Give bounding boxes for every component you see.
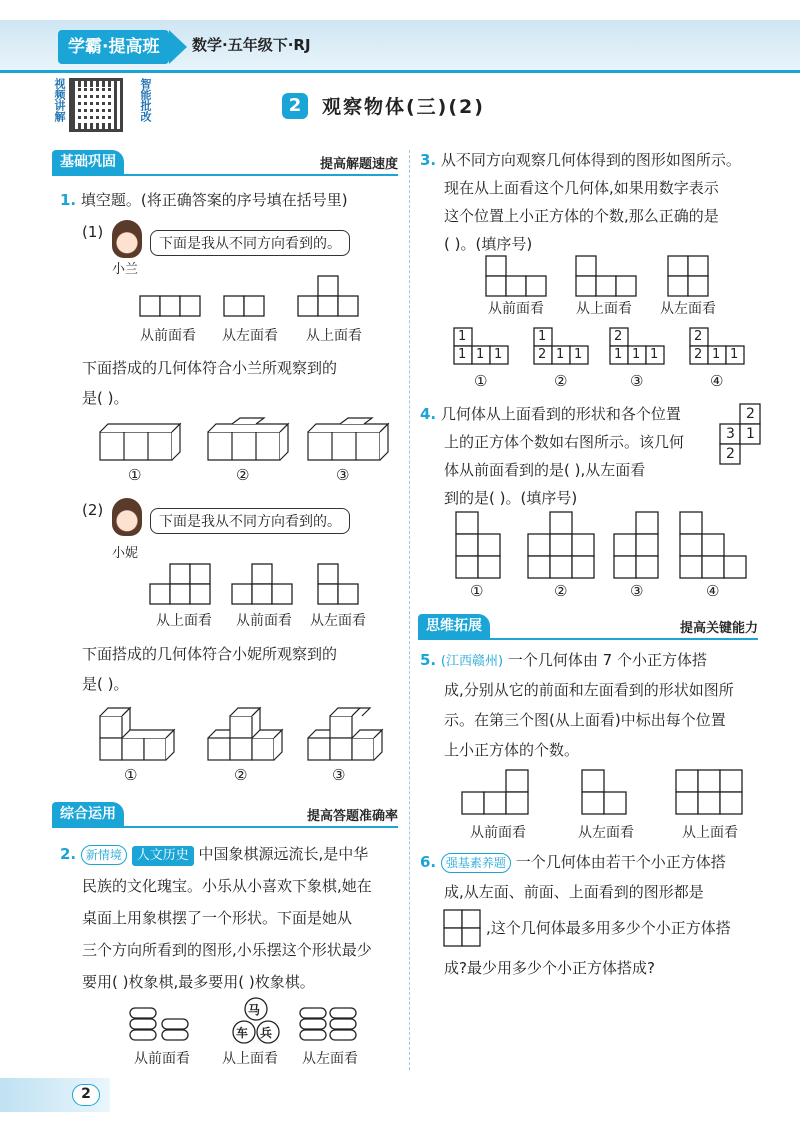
q1-p2-view-left: [318, 564, 358, 604]
q1-p1-view-top: [298, 276, 358, 316]
girl-xiaoni-icon: [112, 498, 142, 536]
q3-g3-c1: 2: [614, 329, 623, 344]
q4-option-2-shape: [528, 512, 594, 578]
q1-p1-view-label-3: 从上面看: [306, 328, 362, 344]
q1-p2-bubble: 下面是我从不同方向看到的。: [150, 508, 350, 534]
q1-p2-options-drawings: [100, 706, 390, 766]
q1-p2-views: [150, 560, 380, 610]
section-apply-right: 提高答题准确率: [306, 808, 398, 824]
q1-p1-option-1-solid: [100, 424, 180, 460]
q2-tag-new-context: 新情境: [81, 845, 127, 865]
q5-view-left: [582, 770, 626, 814]
q1-p1-question-a: 下面搭成的几何体符合小兰所观察到的: [82, 359, 338, 377]
q4-grid-cell-3: 1: [746, 426, 755, 442]
q1-p2-question-a: 下面搭成的几何体符合小妮所观察到的: [82, 645, 338, 663]
q3-g4-c1: 2: [694, 329, 703, 344]
subject-label: 数学·五年级下·RJ: [192, 36, 311, 54]
q2-view-label-1: 从前面看: [134, 1051, 190, 1067]
q5-line-1: [420, 646, 707, 676]
q6-text-1: 一个几何体由若干个小正方体搭: [515, 853, 726, 871]
q3-g2-c2: 2: [538, 347, 547, 362]
q2-line-1: [60, 840, 368, 868]
q3-g4-c2: 2: [694, 347, 703, 362]
q5-view-top: [676, 770, 742, 814]
q5-view-front: [462, 770, 528, 814]
q5-view-label-3: 从上面看: [682, 825, 738, 841]
q4-text-2: 上的正方体个数如右图所示。该几何: [444, 433, 685, 451]
q4-text-3: 体从前面看到的是( ),从左面看: [444, 461, 646, 479]
q3-option-4: ④: [710, 372, 724, 390]
q3-text-2: 现在从上面看这个几何体,如果用数字表示: [444, 179, 719, 197]
q4-grid-cell-2: 3: [726, 426, 735, 442]
q5-view-label-2: 从左面看: [578, 825, 634, 841]
section-basic-tag: 基础巩固: [52, 150, 124, 174]
q3-option-3: ③: [630, 372, 644, 390]
q1-p1-name: 小兰: [112, 262, 139, 277]
q6-square-grid: [444, 910, 484, 950]
q5-view-label-1: 从前面看: [470, 825, 526, 841]
q1-text: 填空题。(将正确答案的序号填在括号里): [80, 191, 348, 209]
q6-tag: 强基素养题: [441, 853, 511, 873]
q5-text-3: 示。在第三个图(从上面看)中标出每个位置: [444, 711, 726, 729]
q3-option-2: ②: [554, 372, 568, 390]
q1-p2-view-label-3: 从左面看: [310, 613, 366, 629]
q1-p1-option-2-solid: [208, 418, 288, 460]
q3-g3-c2: 1: [614, 347, 623, 362]
q3-view-label-1: 从前面看: [488, 301, 544, 317]
q4-option-drawings: [456, 508, 756, 580]
page-number: 2: [72, 1084, 100, 1106]
girl-xiaolan-icon: [112, 220, 142, 258]
q6-number: 6.: [420, 853, 437, 871]
q1-p1-bubble: 下面是我从不同方向看到的。: [150, 230, 350, 256]
q1-p2-label: (2): [82, 501, 104, 519]
q3-g3-c3: 1: [632, 347, 641, 362]
q1-p1-option-1: ①: [128, 466, 142, 484]
q3-view-label-3: 从左面看: [660, 301, 716, 317]
q1-p1-question-b: 是( )。: [82, 389, 129, 407]
q2-view-front-chess: [130, 1008, 188, 1040]
q1-p2-view-top: [150, 564, 210, 604]
q1-p1-option-2: ②: [236, 466, 250, 484]
q1-p1-view-left: [224, 296, 264, 316]
section-extend-tag: 思维拓展: [418, 614, 490, 638]
q3-g2-c3: 1: [556, 347, 565, 362]
section-extend-right: 提高关键能力: [679, 620, 758, 636]
q1-p1-option-3: ③: [336, 466, 350, 484]
q5-views: [462, 766, 762, 822]
q2-text-1: 中国象棋源远流长,是中华: [198, 845, 369, 863]
q3-text-1: 从不同方向观察几何体得到的图形如图所示。: [440, 151, 741, 169]
q1-p1-views: [140, 270, 370, 320]
qr-right-text: 智能批改: [139, 78, 152, 122]
q1-p1-option-3-solid: [308, 418, 388, 460]
q3-g1-c3: 1: [476, 347, 485, 362]
q5-text-4: 上小正方体的个数。: [444, 741, 580, 759]
q2-text-4: 三个方向所看到的图形,小乐摆这个形状最少: [82, 941, 372, 959]
chess-che: 车: [236, 1026, 249, 1040]
q2-number: 2.: [60, 845, 77, 863]
q4-number: 4.: [420, 405, 437, 423]
q4-grid-cell-4: 2: [726, 446, 735, 462]
q2-tag-history: 人文历史: [132, 846, 194, 866]
q3-number: 3.: [420, 151, 437, 169]
q1-p2-question-b: 是( )。: [82, 675, 129, 693]
q1-p2-name: 小妮: [112, 546, 139, 561]
q1-line: [60, 186, 348, 214]
q1-p2-view-front: [232, 564, 292, 604]
q4-text-4: 到的是( )。(填序号): [444, 489, 578, 507]
q3-g2-c4: 1: [574, 347, 583, 362]
q1-p1-view-label-2: 从左面看: [222, 328, 278, 344]
q3-line-1: [420, 146, 741, 174]
brand-tab: 学霸·提高班: [58, 30, 169, 64]
q3-option-1: ①: [474, 372, 488, 390]
q3-text-4: ( )。(填序号): [444, 235, 533, 253]
q4-text-1: 几何体从上面看到的形状和各个位置: [440, 405, 681, 423]
lesson-number: 2: [282, 93, 308, 119]
q5-text-1: 一个几何体由 7 个小正方体搭: [507, 651, 707, 669]
section-basic-right: 提高解题速度: [319, 156, 398, 172]
chess-bing: 兵: [260, 1026, 273, 1040]
q1-number: 1.: [60, 191, 77, 209]
lesson-title: 观察物体(三)(2): [322, 96, 485, 118]
q5-number: 5.: [420, 651, 437, 669]
q2-view-label-2: 从上面看: [222, 1051, 278, 1067]
q1-p1-view-front: [140, 296, 200, 316]
q1-p2-option-1-solid: [100, 708, 174, 760]
q3-g2-c1: 1: [538, 329, 547, 344]
section-basic: [52, 150, 398, 176]
section-apply-tag: 综合运用: [52, 802, 124, 826]
q4-option-4: ④: [706, 582, 720, 600]
q6-text-4: 成?最少用多少个小正方体搭成?: [444, 959, 655, 977]
q2-view-left-chess: [300, 1008, 356, 1040]
q1-p2-view-label-2: 从前面看: [236, 613, 292, 629]
q1-p2-view-label-1: 从上面看: [156, 613, 212, 629]
q6-text-3: ,这个几何体最多用多少个小正方体搭: [486, 919, 731, 937]
q4-option-3-shape: [614, 512, 658, 578]
q6-line-1: [420, 848, 726, 876]
q3-view-front: [486, 256, 546, 296]
section-extend: [418, 614, 758, 640]
page-number-band: [0, 1078, 110, 1112]
q3-text-3: 这个位置上小正方体的个数,那么正确的是: [444, 207, 719, 225]
lesson-heading: [282, 92, 485, 119]
q3-view-left: [668, 256, 708, 296]
q4-grid-cell-1: 2: [746, 406, 755, 422]
q5-source: (江西赣州): [440, 654, 504, 669]
q1-p2-option-2: ②: [234, 766, 248, 784]
q4-line-1: [420, 400, 681, 428]
q4-option-4-shape: [680, 512, 746, 578]
q1-p1-view-label-1: 从前面看: [140, 328, 196, 344]
q2-text-5: 要用( )枚象棋,最多要用( )枚象棋。: [82, 973, 315, 991]
q4-option-1: ①: [470, 582, 484, 600]
q1-p2-option-3-solid: [308, 708, 382, 760]
q2-text-2: 民族的文化瑰宝。小乐从小喜欢下象棋,她在: [82, 877, 372, 895]
chess-ma: 马: [248, 1003, 261, 1017]
q1-p2-option-3: ③: [332, 766, 346, 784]
q3-g4-c4: 1: [730, 347, 739, 362]
header-rule: [0, 70, 800, 73]
q4-option-1-shape: [456, 512, 500, 578]
q3-g3-c4: 1: [650, 347, 659, 362]
q4-option-2: ②: [554, 582, 568, 600]
qr-left-text: 视频讲解: [53, 78, 66, 122]
q6-text-2: 成,从左面、前面、上面看到的图形都是: [444, 883, 704, 901]
q3-g1-c1: 1: [458, 329, 467, 344]
q5-text-2: 成,分别从它的前面和左面看到的形状如图所: [444, 681, 734, 699]
q3-views: [480, 254, 740, 300]
qr-code-icon[interactable]: [69, 78, 123, 132]
q3-view-top: [576, 256, 636, 296]
q1-p2-option-1: ①: [124, 766, 138, 784]
section-apply: [52, 802, 398, 828]
q1-p2-option-2-solid: [208, 708, 282, 760]
column-divider: [409, 150, 410, 1070]
q4-option-3: ③: [630, 582, 644, 600]
q2-view-label-3: 从左面看: [302, 1051, 358, 1067]
q3-g1-c4: 1: [494, 347, 503, 362]
q1-p1-label: (1): [82, 223, 104, 241]
q3-view-label-2: 从上面看: [576, 301, 632, 317]
q3-g1-c2: 1: [458, 347, 467, 362]
q3-g4-c3: 1: [712, 347, 721, 362]
qr-block[interactable]: [52, 78, 152, 134]
q1-p1-options-drawings: [100, 418, 390, 468]
q2-text-3: 桌面上用象棋摆了一个形状。下面是她从: [82, 909, 353, 927]
